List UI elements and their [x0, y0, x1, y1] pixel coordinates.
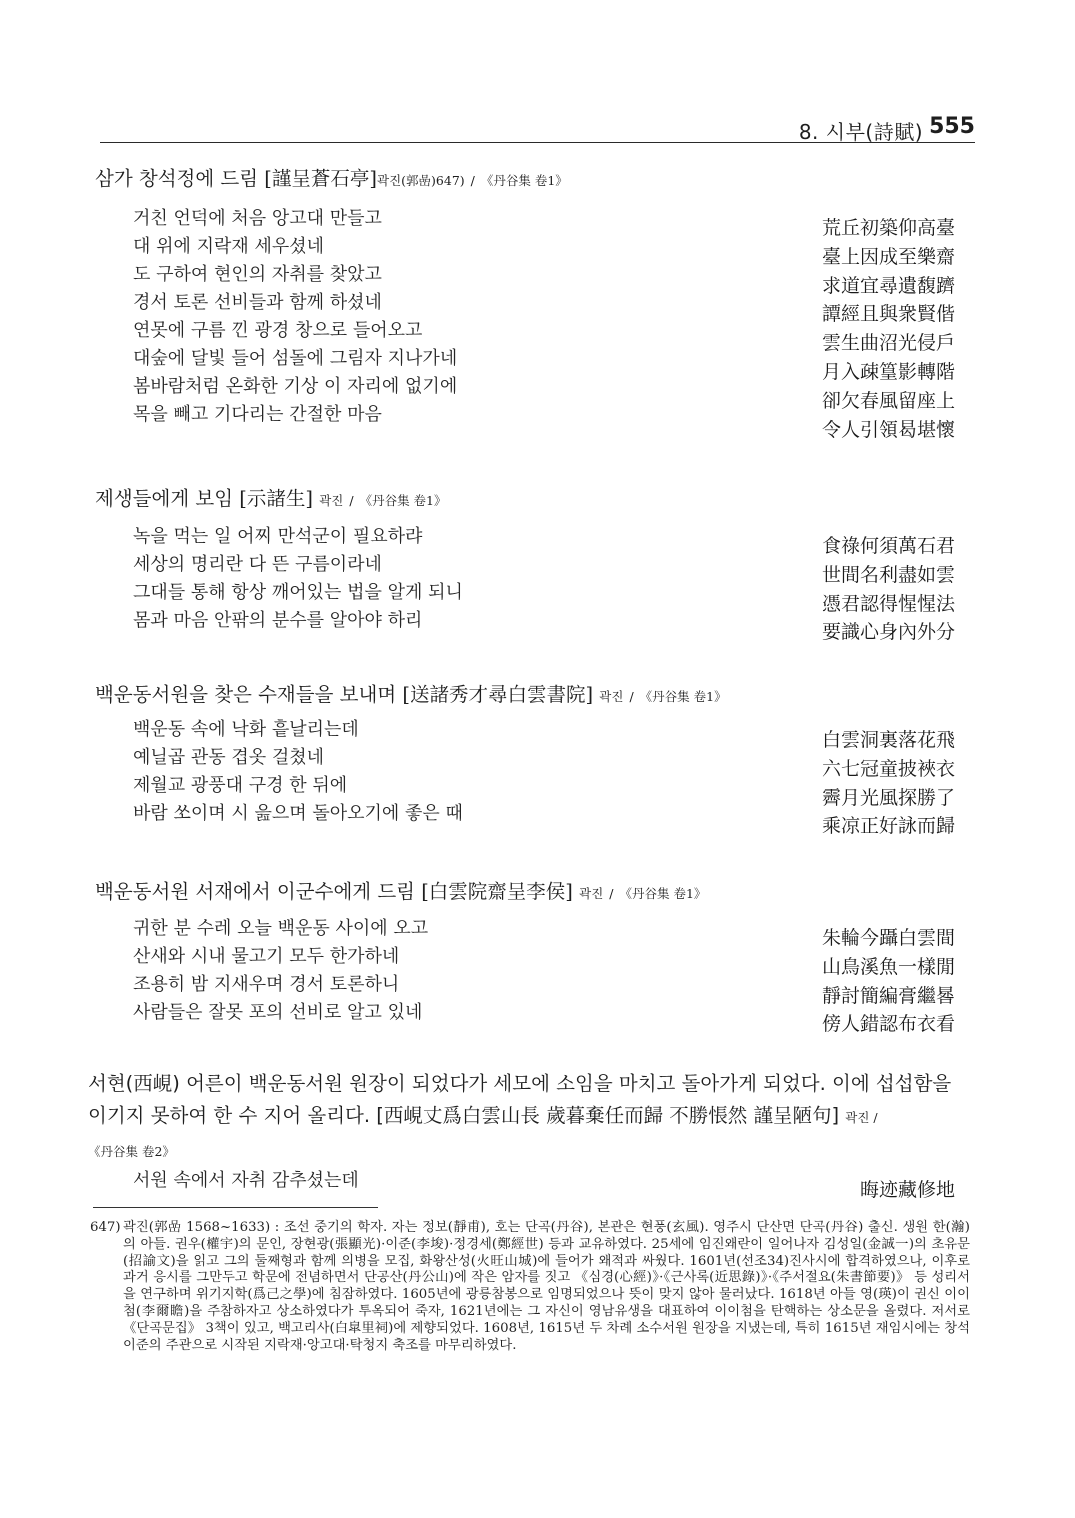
korean-translation — [133, 523, 463, 635]
verse-line-korean: 예닐곱 관동 겹옷 걸쳤네 — [133, 747, 325, 768]
poem-title-korean: 백운동서원을 찾은 수재들을 보내며 — [95, 683, 397, 706]
verse-line-korean: 바람 쏘이며 시 읊으며 돌아오기에 좋은 때 — [133, 803, 463, 824]
separator: / — [629, 689, 634, 704]
verse-line-hanja: 荒丘初築仰高臺 — [821, 217, 955, 239]
verse-line-korean: 산새와 시내 물고기 모두 한가하네 — [133, 946, 400, 967]
verse-line-hanja: 月入疎篁影轉階 — [821, 360, 955, 383]
verse-line-korean: 귀한 분 수레 오늘 백운동 사이에 오고 — [133, 918, 429, 939]
chapter-title: 8. 시부(詩賦) — [798, 120, 923, 144]
verse-line-hanja: 憑君認得惺惺法 — [821, 592, 955, 615]
poem-source: 《丹谷集 卷1》 — [359, 493, 447, 508]
korean-translation — [133, 205, 457, 429]
poem-title-korean: 제생들에게 보임 — [95, 487, 234, 510]
verse-line-hanja: 臺上因成至樂齋 — [821, 245, 955, 268]
korean-translation — [133, 716, 463, 828]
page-number: 555 — [929, 114, 975, 139]
original-chinese-poem — [795, 726, 955, 841]
verse-line-hanja: 乘凉正好詠而歸 — [821, 815, 955, 838]
verse-line-hanja: 要識心身內外分 — [821, 621, 955, 644]
verse-line-korean: 그대들 통해 항상 깨어있는 법을 알게 되니 — [133, 582, 463, 603]
footnote-rule — [93, 1207, 378, 1208]
poem-author: 곽진 — [579, 886, 604, 901]
footnote-text: 곽진(郭嵒 1568~1633) : 조선 중기의 학자. 자는 정보(靜甫), 호는 단곡(丹谷), 본관은 현풍(玄風). 영주시 단산면 단곡(丹谷) 출신. 생원 한(瀚)의 아들. 권우(權宇)의 문인, 장현광(張顯光)·이준(李埈)·정경세(鄭經世) 등과 교유하였다. 25세에 임진왜란이 일어나자 김성일(金誠一)의 초유문(招諭文)을 읽고 그의 둘째형과 함께 의병을 모집, 화왕산성(火旺山城)에 들어가 왜적과 싸웠다. 1601년(선조34)진사시에 합격하였으나, 이후로 과거 응시를 그만두고 학문에 전념하면서 단공산(丹公山)에 작은 암자를 짓고 《심경(心經)》·《근사록(近思錄)》·《주서절요(朱書節要)》 등 성리서을 연구하며 위기지학(爲己之學)에 침잠하였다. 1605년에 광릉참봉으로 임명되었으나 뜻이 맞지 않아 물러났다. 1618년 아들 영(瑛)이 권신 이이첨(李爾瞻)을 주참하자고 상소하였다가 투옥되어 죽자, 1621년에는 그 자신이 영남유생을 대표하여 이이첨을 탄핵하는 상소문을 올렸다. 저서로 《단곡문집》 3책이 있고, 백고리사(白皐里祠)에 제향되었다. 1608년, 1615년 두 차례 소수서원 원장을 지냈는데, 특히 1615년 재임시에는 창석 이준의 주관으로 시작된 지락재·앙고대·탁청지 축조를 마무리하였다. — [123, 1220, 970, 1353]
original-chinese-poem — [795, 1176, 955, 1205]
poem-source: 《丹谷集 卷1》 — [480, 173, 568, 188]
verse-line-hanja: 靜討簡編膏繼晷 — [821, 984, 955, 1007]
verse-line-korean: 도 구하여 현인의 자취를 찾았고 — [133, 264, 382, 285]
verse-line-korean: 목을 빼고 기다리는 간절한 마음 — [133, 404, 382, 425]
poem-title — [95, 876, 706, 904]
poem-author: 곽진 — [599, 689, 624, 704]
verse-line-korean: 경서 토론 선비들과 함께 하셨네 — [133, 292, 382, 313]
verse-line-korean: 사람들은 잘못 포의 선비로 알고 있네 — [133, 1002, 423, 1023]
korean-translation — [133, 915, 428, 1027]
footnote-number: 647) — [90, 1220, 121, 1235]
original-chinese-poem — [795, 214, 955, 444]
verse-line-hanja: 山鳥溪魚一樣閒 — [821, 955, 955, 978]
verse-line-hanja: 世間名利盡如雲 — [821, 563, 955, 586]
verse-line-hanja: 晦迹藏修地 — [859, 1179, 955, 1201]
verse-line-hanja: 譚經且與衆賢偕 — [821, 303, 955, 326]
verse-line-hanja: 傍人錯認布衣看 — [821, 1013, 955, 1036]
verse-line-hanja: 食祿何須萬石君 — [821, 535, 955, 557]
poem-author: 곽진(郭嵒)647) — [377, 173, 465, 188]
poem-source: 《丹谷集 卷2》 — [88, 1144, 175, 1159]
poem-author: 곽진 — [319, 493, 344, 508]
verse-line-korean: 백운동 속에 낙화 흩날리는데 — [133, 719, 359, 740]
verse-line-korean: 몸과 마음 안팎의 분수를 알아야 하리 — [133, 610, 423, 631]
poem-source: 《丹谷集 卷1》 — [619, 886, 707, 901]
original-chinese-poem — [795, 532, 955, 647]
verse-line-hanja: 令人引領曷堪懷 — [821, 418, 955, 441]
poem-title — [95, 483, 447, 511]
verse-line-hanja: 朱輪今躡白雲間 — [821, 927, 955, 949]
original-chinese-poem — [795, 924, 955, 1039]
poem-title — [95, 679, 727, 707]
poem-author: 곽진 — [845, 1110, 870, 1125]
poem-title-hanja: [白雲院齋呈李侯] — [421, 880, 573, 903]
verse-line-hanja: 霽月光風探勝了 — [821, 786, 955, 809]
footnote — [90, 1220, 970, 1354]
running-head — [100, 112, 975, 143]
poem-title-korean: 백운동서원 서재에서 이군수에게 드림 — [95, 880, 415, 903]
poem-title-hanja: [謹呈蒼石亭] — [264, 167, 378, 190]
poem-title-hanja: [送諸秀才尋白雲書院] — [402, 683, 594, 706]
verse-line-korean: 서원 속에서 자취 감추셨는데 — [133, 1170, 359, 1191]
verse-line-korean: 녹을 먹는 일 어찌 만석군이 필요하랴 — [133, 526, 423, 547]
separator: / — [609, 886, 614, 901]
verse-line-hanja: 求道宜尋遺馥躋 — [821, 274, 955, 297]
poem-title-korean: 삼가 창석정에 드림 — [95, 167, 259, 190]
separator: / — [349, 493, 354, 508]
poem-title-hanja: [西峴丈爲白雲山長 歲暮棄任而歸 不勝悵然 謹呈陋句] — [376, 1104, 840, 1127]
poem-title-hanja: [示諸生] — [239, 487, 313, 510]
verse-line-korean: 세상의 명리란 다 뜬 구름이라네 — [133, 554, 382, 575]
verse-line-korean: 연못에 구름 낀 광경 창으로 들어오고 — [133, 320, 423, 341]
separator: / — [869, 1110, 878, 1125]
verse-line-hanja: 白雲洞裏落花飛 — [821, 729, 955, 751]
poem-title — [95, 163, 568, 191]
verse-line-korean: 거친 언덕에 처음 앙고대 만들고 — [133, 208, 382, 229]
verse-line-hanja: 雲生曲沼光侵戶 — [821, 332, 955, 355]
poem-title — [88, 1068, 968, 1168]
verse-line-korean: 조용히 밤 지새우며 경서 토론하니 — [133, 974, 400, 995]
verse-line-hanja: 六七冠童披裌衣 — [821, 757, 955, 780]
verse-line-hanja: 卻欠春風留座上 — [821, 389, 955, 412]
verse-line-korean: 대숲에 달빛 들어 섬돌에 그림자 지나가네 — [133, 348, 458, 369]
separator: / — [470, 173, 475, 188]
verse-line-korean: 제월교 광풍대 구경 한 뒤에 — [133, 775, 348, 796]
verse-line-korean: 봄바람처럼 온화한 기상 이 자리에 없기에 — [133, 376, 458, 397]
verse-line-korean: 대 위에 지락재 세우셨네 — [133, 236, 325, 257]
korean-translation — [133, 1167, 359, 1195]
poem-source: 《丹谷集 卷1》 — [639, 689, 727, 704]
poem-title-korean: 서현(西峴) 어른이 백운동서원 원장이 되었다가 세모에 소임을 마치고 돌아가게 되었다. 이에 섭섭함을 이기지 못하여 한 수 지어 올리다. — [88, 1072, 952, 1127]
